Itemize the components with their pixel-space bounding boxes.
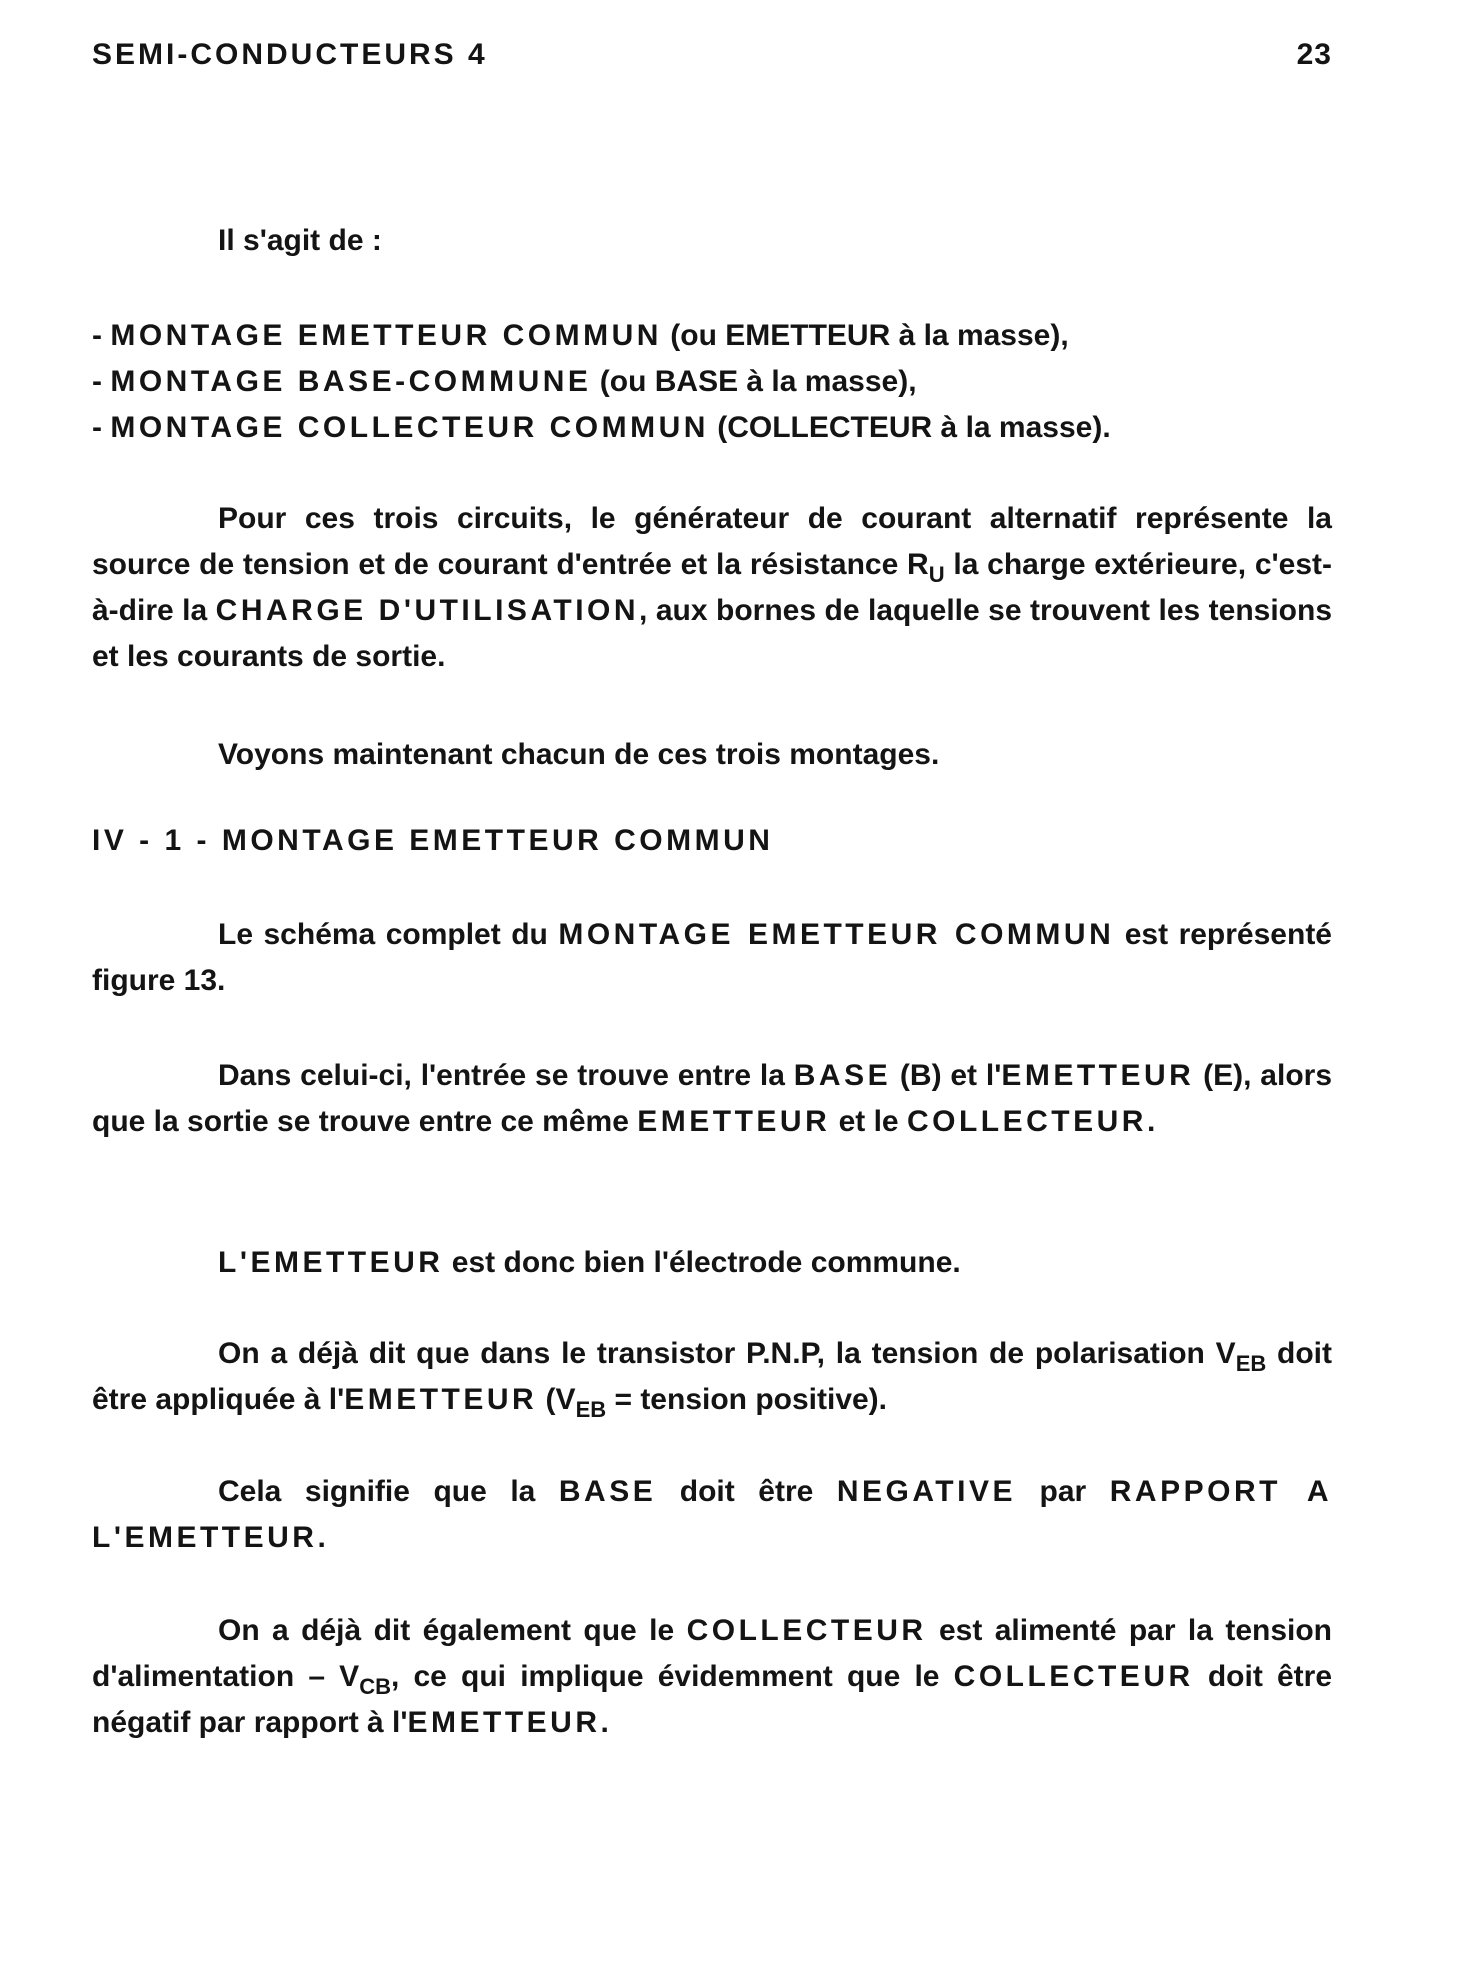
text-run: (E), alors que la sortie se trouve entre ce même xyxy=(92,1059,1333,1138)
caps-run: NEGATIVE xyxy=(836,1475,1016,1508)
list-item-main: MONTAGE COLLECTEUR COMMUN xyxy=(110,411,709,444)
list-item xyxy=(92,313,1332,359)
text-run: Pour ces trois circuits, le générateur de courant alternatif représente la source de tension et de courant d'entrée et la résistance R xyxy=(92,502,1332,581)
section-title: IV - 1 - MONTAGE EMETTEUR COMMUN xyxy=(92,824,774,857)
caps-run: L'EMETTEUR xyxy=(218,1246,444,1279)
text-run: , ce qui implique évidemment que le xyxy=(390,1660,954,1693)
caps-run: COLLECTEUR xyxy=(686,1614,927,1647)
subscript: CB xyxy=(359,1674,391,1699)
caps-run: EMETTEUR xyxy=(637,1105,831,1138)
list-item-main: MONTAGE BASE-COMMUNE xyxy=(110,365,592,398)
caps-run: EMETTEUR xyxy=(407,1706,601,1739)
text-run: Dans celui-ci, l'entrée se trouve entre la xyxy=(218,1059,794,1092)
text-run: est alimenté par la tension d'alimentation – V xyxy=(92,1614,1332,1693)
text-run: est représenté figure 13. xyxy=(92,918,1332,997)
caps-run: EMETTEUR xyxy=(344,1383,538,1416)
subscript: U xyxy=(928,562,945,587)
header-title: SEMI-CONDUCTEURS 4 xyxy=(92,38,488,71)
paragraph-polarisation xyxy=(92,1331,1332,1423)
caps-run: CHARGE D'UTILISATION xyxy=(215,594,640,627)
text-run: (V xyxy=(537,1383,576,1416)
text-run: doit être appliquée à l' xyxy=(92,1337,1333,1416)
paragraph-base-negative xyxy=(92,1469,1332,1561)
intro-text: Il s'agit de : xyxy=(218,224,382,257)
paragraph-voyons xyxy=(92,732,1458,778)
intro-paragraph xyxy=(92,218,1458,264)
caps-run: COLLECTEUR xyxy=(953,1660,1194,1693)
list-item xyxy=(92,359,1332,405)
text-run: doit être xyxy=(656,1475,837,1508)
paragraph-electrode xyxy=(92,1240,1458,1286)
list-dash: - xyxy=(92,411,111,444)
paragraph-entree xyxy=(92,1053,1332,1145)
paragraph-charge xyxy=(92,496,1332,680)
caps-run: MONTAGE EMETTEUR COMMUN xyxy=(558,918,1115,951)
text-run: . xyxy=(600,1706,609,1739)
paragraph-collecteur xyxy=(92,1608,1332,1746)
text-run: est donc bien l'électrode commune. xyxy=(443,1246,961,1279)
text-run: et le xyxy=(830,1105,907,1138)
text-run: Le schéma complet du xyxy=(218,918,559,951)
caps-run: RAPPORT A L'EMETTEUR xyxy=(92,1475,1333,1554)
caps-run: COLLECTEUR xyxy=(906,1105,1147,1138)
caps-run: EMETTEUR xyxy=(1001,1059,1195,1092)
section-heading xyxy=(92,818,1332,864)
list-item-rest: (ou BASE à la masse), xyxy=(591,365,917,398)
text-run: , aux bornes de laquelle se trouvent les tensions et les courants de sortie. xyxy=(92,594,1333,673)
subscript: EB xyxy=(575,1397,607,1422)
text-run: la charge extérieure, c'est-à-dire la xyxy=(92,548,1332,627)
list-dash: - xyxy=(92,319,111,352)
text-run: . xyxy=(317,1521,326,1554)
list-item-main: MONTAGE EMETTEUR COMMUN xyxy=(110,319,662,352)
list-item xyxy=(92,405,1332,451)
paragraph-schema xyxy=(92,912,1332,1004)
text-run: doit être négatif par rapport à l' xyxy=(92,1660,1333,1739)
caps-run: BASE xyxy=(558,1475,657,1508)
text-run: (B) et l' xyxy=(891,1059,1002,1092)
running-header xyxy=(92,38,1332,72)
text-run: par xyxy=(1016,1475,1110,1508)
page-number: 23 xyxy=(1296,38,1332,71)
caps-run: BASE xyxy=(793,1059,892,1092)
text-run: Cela signifie que la xyxy=(218,1475,559,1508)
subscript: EB xyxy=(1235,1351,1267,1376)
list-item-rest: (COLLECTEUR à la masse). xyxy=(708,411,1111,444)
montage-list xyxy=(92,313,1332,451)
text-run: = tension positive). xyxy=(606,1383,888,1416)
text-run: On a déjà dit que dans le transistor P.N.P, la tension de polarisation V xyxy=(218,1337,1236,1370)
text-run: Voyons maintenant chacun de ces trois montages. xyxy=(218,738,940,771)
list-item-rest: (ou EMETTEUR à la masse), xyxy=(661,319,1069,352)
text-run: On a déjà dit également que le xyxy=(218,1614,687,1647)
list-dash: - xyxy=(92,365,111,398)
text-run: . xyxy=(1146,1105,1156,1138)
